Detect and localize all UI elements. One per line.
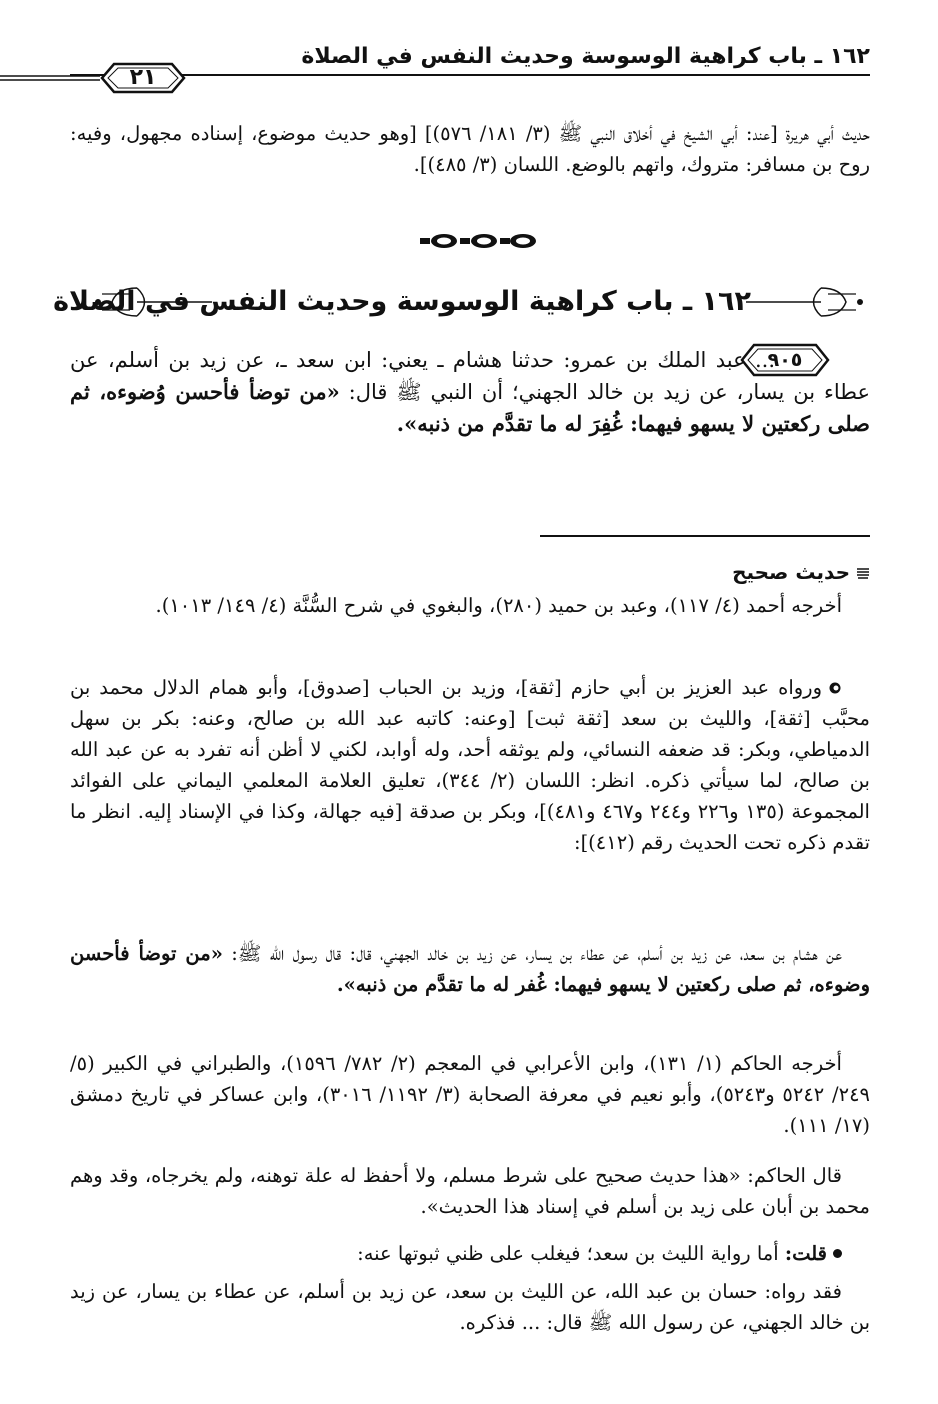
grading-heading <box>570 558 870 586</box>
grading-label: حديث صحيح <box>732 560 850 584</box>
page-number-badge <box>100 58 186 98</box>
badge-left-line <box>0 75 100 81</box>
section-divider <box>540 535 870 537</box>
chapter-right-ornament-icon <box>746 282 866 322</box>
commentary-paragraph-3 <box>70 938 870 1000</box>
hadith-matn: «من توضأ فأحسن وُضوءه، ثم صلى ركعتين لا يسهو فيهما: غُفِرَ له ما تقدَّم من ذنبه». <box>70 379 870 436</box>
note-text: أما رواية الليث بن سعد؛ فيغلب على ظني ثبوتها عنه: <box>357 1242 779 1265</box>
commentary-paragraph-4: أخرجه الحاكم (١/ ١٣١)، وابن الأعرابي في المعجم (٢/ ٧٨٢/ ١٥٩٦)، والطبراني في الكبير (٥/ ٢٤٩/ ٥٢٤٢ و٥٢٤٣)، وأبو نعيم في معرفة الصحابة (٣/ ١١٩٢/ ٣٠١٦)، وابن عساكر في تاريخ دمشق (١٧/ ١١١). <box>70 1052 871 1137</box>
commentary-paragraph-7: فقد رواه: حسان بن عبد الله، عن الليث بن سعد، عن زيد بن أسلم، عن عطاء بن يسار، عن زيد بن خالد الجهني، عن رسول الله ﷺ قال: ... فذكره. <box>70 1280 870 1334</box>
running-header-title: ١٦٢ ـ باب كراهية الوسوسة وحديث النفس في الصلاة <box>301 44 870 69</box>
header-rule <box>70 74 870 76</box>
commentary-paragraph-3-text: عن هشام بن سعد، عن زيد بن أسلم، عن عطاء بن يسار، عن زيد بن خالد الجهني، قال: قال رسول الله ﷺ: <box>231 942 842 965</box>
chapter-heading <box>53 282 866 322</box>
hadith-number: ٩٠٥ <box>767 349 803 371</box>
previous-hadith-note-text: حديث أبي هريرة [عند: أبي الشيخ في أخلاق النبي ﷺ (٣/ ١٨١/ ٥٧٦)] [وهو حديث موضوع، إسناده مجهول، وفيه: روح بن مسافر: متروك، واتهم بالوضع. اللسان (٣/ ٤٨٥)]. <box>70 122 870 176</box>
previous-hadith-note <box>70 118 870 180</box>
commentary-paragraph-6 <box>70 1238 870 1269</box>
note-label: قلت: <box>784 1242 827 1265</box>
commentary-paragraph-2 <box>70 672 870 858</box>
bullet-icon <box>833 1249 842 1258</box>
commentary-paragraph-1: أخرجه أحمد (٤/ ١١٧)، وعبد بن حميد (٢٨٠)، والبغوي في شرح السُّنَّة (٤/ ١٤٩/ ١٠١٣). <box>155 594 842 617</box>
hadith-chain: ... عبد الملك بن عمرو: حدثنا هشام ـ يعني: ابن سعد ـ، عن زيد بن أسلم، عن عطاء بن يسار، عن زيد بن خالد الجهني؛ أن النبي ﷺ قال: <box>70 348 870 404</box>
chapter-title: ١٦٢ ـ باب كراهية الوسوسة وحديث النفس في الصلاة <box>53 286 751 317</box>
hadith-body <box>70 344 870 440</box>
commentary-paragraph-5: قال الحاكم: «هذا حديث صحيح على شرط مسلم، ولا أحفظ له علة توهنه، ولم يخرجاه، وقد وهم محمد بن أبان على زيد بن أسلم في إسناد هذا الحديث». <box>70 1164 870 1218</box>
commentary-quote: «من توضأ فأحسن وضوءه، ثم صلى ركعتين لا يسهو فيهما: غُفر له ما تقدَّم من ذنبه». <box>70 942 870 996</box>
book-stack-icon <box>856 566 870 580</box>
paragraph-marker-icon <box>828 681 842 695</box>
commentary-paragraph-2-text: ورواه عبد العزيز بن أبي حازم [ثقة]، وزيد بن الحباب [صدوق]، وأبو همام الدلال محمد بن محبَّب [ثقة]، والليث بن سعد [ثقة ثبت] [وعنه: كاتبه عبد الله بن صالح، وعنه: بكر بن سهل الدمياطي، وبكر: قد ضعفه النسائي، ولم يوثقه أحد، وله أوابد، لكني لا أظن أنه تفرد به عن عبد الله بن صالح، لما سيأتي ذكره. انظر: اللسان (٢/ ٣٤٤)، تعليق العلامة المعلمي اليماني على الفوائد المجموعة (١٣٥ و٢٢٦ و٢٤٤ و٤٦٧ و٤٨١)]، وبكر بن صدقة [فيه جهالة، وكذا في الإسناد إليه. انظر ما تقدم ذكره تحت الحديث رقم (٤١٢)]: <box>70 676 870 854</box>
page-number: ٢١ <box>129 65 157 90</box>
section-ornament-icon <box>420 232 538 250</box>
